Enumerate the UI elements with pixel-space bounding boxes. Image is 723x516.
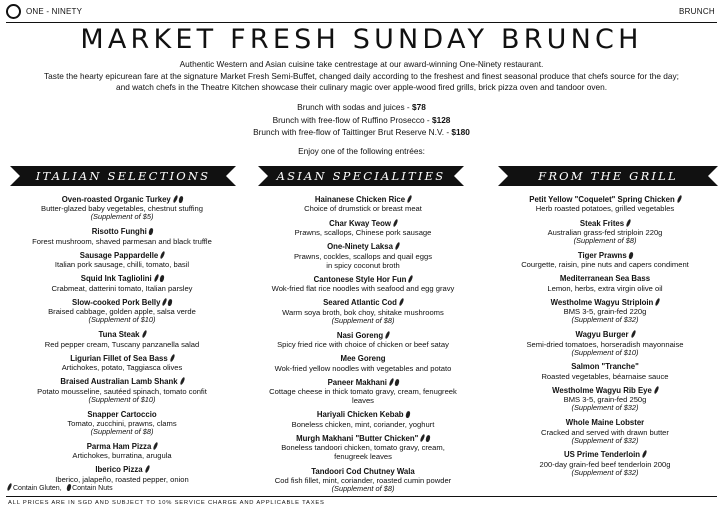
dish-name-text: Whole Maine Lobster [565,418,645,428]
dish-name [243,378,483,387]
intro-text [0,59,723,94]
footer-note: ALL PRICES ARE IN SGD AND SUBJECT TO 10% SERVICE CHARGE AND APPLICABLE TAXES [8,500,325,506]
dish-description: Choice of drumstick or breast meat [304,204,422,214]
intro-line-3: and watch chefs in the Theatre Kitchen showcase their culinary magic over apple-wood fired grills, brick pizza oven and tandoor oven. [115,82,607,92]
dish-name [4,354,240,363]
legend-nut-label: Contain Nuts [72,485,113,492]
gluten-icon [172,195,178,204]
dish-description: Lemon, herbs, extra virgin olive oil [547,283,663,293]
menu-item [4,465,240,483]
menu-item [243,467,483,494]
dish-description: Butter-glazed baby vegetables, chestnut stuffing [41,204,203,214]
dish-name-text: Squid Ink Tagliolini [80,274,152,284]
dish-name-text: Slow-cooked Pork Belly [72,297,161,307]
dish-name [4,377,240,386]
dish-name [243,354,483,363]
gluten-icon [141,330,147,339]
menu-item [490,251,720,269]
gluten-icon [654,386,660,395]
dish-supplement: (Supplement of $8) [573,236,637,245]
dish-name-text: Snapper Cartoccio [87,409,157,419]
dish-name [243,195,483,204]
gluten-icon [393,218,399,227]
nut-icon [394,378,399,386]
dish-description: Tomato, zucchini, prawns, clams [67,418,177,428]
menu-item [243,219,483,237]
dish-name-text: Nasi Goreng [336,330,384,340]
menu-item [490,274,720,292]
menu-item [243,298,483,325]
menu-item [243,331,483,349]
dish-name-text: Seared Atlantic Cod [323,298,397,308]
gluten-icon [7,483,13,492]
gluten-icon [630,330,636,339]
dish-name-text: Cantonese Style Hor Fun [313,274,407,284]
dish-name-text: Mediterranean Sea Bass [559,274,651,284]
menu-item [490,418,720,445]
price-text: Brunch with free-flow of Taittinger Brut Reserve N.V. - [253,127,452,137]
nut-icon [425,435,430,443]
dish-name-text: Sausage Pappardelle [79,250,159,260]
menu-item [490,450,720,477]
price-list [0,101,723,139]
gluten-icon [169,353,175,362]
nut-icon [159,275,164,283]
dish-name [490,418,720,427]
dish-name [243,242,483,251]
menu-item [243,410,483,428]
dish-name [243,275,483,284]
menu-item [4,330,240,348]
gluten-icon [655,298,661,307]
dish-name [243,219,483,228]
intro-line-2: Taste the hearty epicurean fare at the signature Market Fresh Semi-Buffet, changed daily according to the freshest and finest seasonal produce that chefs source for the day; [44,70,679,81]
dish-name-text: Salmon "Tranche" [571,362,639,372]
gluten-icon [399,298,405,307]
price-line [0,101,723,114]
gluten-icon [389,377,395,386]
dish-supplement: (Supplement of $8) [90,426,154,436]
menu-item [4,298,240,325]
dish-description: Boneless chicken, mint, coriander, yoghurt [291,419,435,429]
dish-name [243,331,483,340]
dish-description: BMS 3-5, grain-fed 220g [563,307,647,317]
dish-name-text: One-Ninety Laksa [327,242,393,252]
gluten-icon [144,465,150,474]
dish-name [490,251,720,260]
dish-name-text: Murgh Makhani "Butter Chicken" [296,433,419,443]
dish-supplement: (Supplement of $32) [571,435,639,445]
dish-description: Herb roasted potatoes, grilled vegetables [535,204,675,214]
dish-name [4,298,240,307]
dish-name [490,362,720,371]
nut-icon [178,196,183,204]
dish-supplement: (Supplement of $8) [331,483,395,493]
dish-description: Courgette, raisin, pine nuts and capers condiment [521,260,689,270]
dish-name-text: Wagyu Burger [575,330,629,340]
menu-item [4,227,240,245]
menu-item [4,251,240,269]
dish-name-text: Parma Ham Pizza [86,441,152,451]
menu-item [243,242,483,269]
banner-grill: FROM THE GRILL [508,166,708,186]
dish-description: Red pepper cream, Tuscany panzanella salad [44,339,200,349]
dish-name-text: Paneer Makhani [327,377,387,387]
gluten-icon [626,218,632,227]
gluten-icon [642,450,648,459]
dish-name-text: Westholme Wagyu Rib Eye [552,385,652,395]
banner-asian: ASIAN SPECIALITIES [268,166,454,186]
menu-item [4,377,240,404]
dish-description: Cottage cheese in thick tomato gravy, cream, fenugreek [269,387,457,397]
dish-description: Iberico, jalapeño, roasted pepper, onion [55,474,189,484]
dish-description: Prawns, cockles, scallops and quail eggs [293,251,433,261]
dish-name-text: Iberico Pizza [95,465,143,475]
dish-name [490,274,720,283]
nut-icon [628,251,633,259]
dish-description: 200-day grain-fed beef tenderloin 200g [539,459,671,469]
dish-name-text: Tiger Prawns [577,250,627,260]
dish-name-text: Steak Frites [579,218,625,228]
dish-supplement: (Supplement of $32) [571,467,639,477]
gluten-icon [179,377,185,386]
dish-name [4,330,240,339]
dish-supplement: (Supplement of $5) [90,212,154,222]
menu-item [490,195,720,213]
dish-supplement: (Supplement of $32) [571,315,639,325]
menu-item [4,410,240,437]
dish-name [490,450,720,459]
dish-description: Artichokes, burratina, arugula [72,451,172,461]
bottom-divider [6,496,717,497]
dish-description: Spicy fried rice with choice of chicken or beef satay [277,339,449,349]
dish-name [490,330,720,339]
dish-name [4,274,240,283]
menu-item [243,354,483,372]
gluten-icon [153,441,159,450]
dish-description: Crabmeat, datterini tomato, Italian parsley [51,283,193,293]
gluten-icon [153,274,159,283]
dish-name [243,467,483,476]
dish-name-text: Ligurian Fillet of Sea Bass [70,353,168,363]
dish-name [243,298,483,307]
dish-supplement: (Supplement of $10) [571,347,639,357]
dish-description: Boneless tandoori chicken, tomato gravy, cream, [281,443,445,453]
dish-description: Prawns, scallops, Chinese pork sausage [294,228,432,237]
dish-name [490,219,720,228]
top-bar [0,0,723,24]
gluten-icon [160,251,166,260]
dish-description: Italian pork sausage, chilli, tomato, basil [54,260,190,270]
intro-line-1: Authentic Western and Asian cuisine take centrestage at our award-winning One-Ninety restaurant. [179,59,544,69]
dish-supplement: (Supplement of $32) [571,403,639,413]
nut-icon [168,299,173,307]
legend [8,483,113,492]
dish-description: Artichokes, potato, Taggiasca olives [61,363,183,373]
nut-icon [148,228,153,236]
dish-name-text: Tandoori Cod Chutney Wala [311,466,415,476]
menu-item [243,378,483,405]
menu-item [243,434,483,461]
price-value: $180 [451,127,470,137]
dish-description: Wok-fried yellow noodles with vegetables and potato [274,363,452,373]
dish-name-text: Petit Yellow "Coquelet" Spring Chicken [529,195,675,204]
gluten-icon [408,275,414,284]
dish-description: Warm soya broth, bok choy, shitake mushrooms [282,307,444,317]
dish-supplement: (Supplement of $10) [88,394,156,404]
dish-name-text: Oven-roasted Organic Turkey [61,195,171,204]
column-asian [243,195,483,499]
menu-item [490,362,720,380]
entree-note: Enjoy one of the following entrées: [298,146,425,156]
menu-item [243,275,483,293]
dish-name-text: Westholme Wagyu Striploin [550,297,654,307]
dish-name-text: Tuna Steak [98,330,140,340]
dish-description: Cod fish fillet, mint, coriander, roasted cumin powder [274,475,452,485]
price-text: Brunch with sodas and juices - [297,102,412,112]
page-title: MARKET FRESH SUNDAY BRUNCH [80,24,643,55]
dish-name [4,442,240,451]
dish-description: Braised cabbage, golden apple, salsa verde [48,307,196,317]
dish-description: Australian grass-fed striploin 220g [547,228,663,237]
menu-item [490,298,720,325]
dish-name-text: Hariyali Chicken Kebab [316,410,404,420]
dish-description: BMS 3-5, grain-fed 250g [563,395,647,405]
dish-name [4,465,240,474]
legend-gluten-label: Contain Gluten, [13,485,62,492]
menu-item [243,195,483,213]
dish-name [4,251,240,260]
menu-item [490,386,720,413]
menu-item [4,195,240,222]
brand-name: ONE - NINETY [26,7,83,16]
menu-item [490,330,720,357]
dish-name-text: Char Kway Teow [329,218,391,228]
dish-name-text: US Prime Tenderloin [563,450,641,460]
nut-icon [66,484,71,492]
menu-item [4,274,240,292]
dish-description: in spicy coconut broth [326,260,400,270]
price-line [0,126,723,139]
gluten-icon [385,330,391,339]
dish-name-text: Braised Australian Lamb Shank [60,377,178,387]
price-value: $128 [431,114,451,125]
dish-name [4,410,240,419]
dish-description: Cracked and served with drawn butter [541,427,669,437]
dish-name-text: Mee Goreng [340,354,386,364]
banner-italian: ITALIAN SELECTIONS [20,166,226,186]
dish-name [4,195,240,204]
column-grill [490,195,720,483]
gluten-icon [395,242,401,251]
dish-description: Roasted vegetables, béarnaise sauce [541,371,669,381]
gluten-icon [676,195,682,204]
dish-supplement: (Supplement of $10) [88,315,156,325]
dish-name [490,195,720,204]
section-tag: BRUNCH [678,7,715,16]
price-value: $78 [412,102,426,112]
dish-description: Potato mousseline, sautéed spinach, tomato confit [37,386,207,396]
logo-circle-icon [6,4,21,19]
dish-description: leaves [352,396,374,406]
dish-description: fenugreek leaves [334,452,392,462]
top-divider [6,22,717,23]
dish-name [4,227,240,236]
menu-item [4,442,240,460]
dish-name [490,298,720,307]
nut-icon [405,411,410,419]
gluten-icon [407,195,413,204]
menu-item [490,219,720,246]
dish-description: Wok-fried flat rice noodles with seafood and egg gravy [271,284,455,294]
menu-item [4,354,240,372]
dish-name [243,410,483,419]
column-italian [4,195,240,489]
dish-name [243,434,483,443]
dish-description: Semi-dried tomatoes, horseradish mayonnaise [526,339,684,349]
dish-supplement: (Supplement of $8) [331,315,395,325]
dish-description: Forest mushroom, shaved parmesan and black truffle [32,236,212,246]
dish-name [490,386,720,395]
dish-name-text: Hainanese Chicken Rice [314,195,406,204]
price-line [0,114,723,127]
dish-name-text: Risotto Funghi [91,227,147,237]
price-text: Brunch with free-flow of Ruffino Prosecco - [272,114,432,125]
